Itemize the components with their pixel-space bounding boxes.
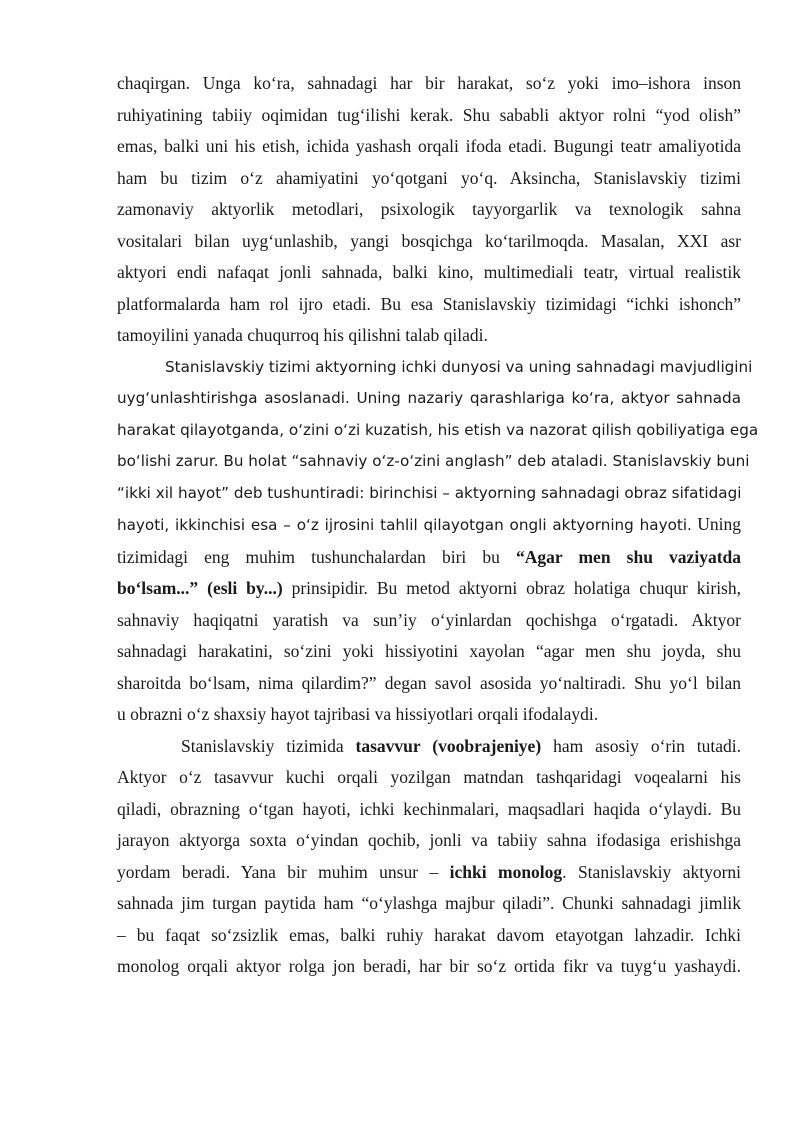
text-line xyxy=(117,857,741,889)
bold-term: bo‘lsam...” (esli by...) xyxy=(117,578,283,598)
text-line: sahnada jim turgan paytida ham “o‘ylashga majbur qiladi”. Chunki sahnadagi jimlik xyxy=(117,893,741,913)
text-line: Stanislavskiy tizimi aktyorning ichki dunyosi va uning sahnadagi mavjudligini xyxy=(165,357,753,376)
paragraph-2 xyxy=(117,352,759,731)
text-line: sahnaviy haqiqatni yaratish va sun’iy o‘yinlardan qochishga o‘rgatadi. Aktyor xyxy=(117,609,741,630)
text-line xyxy=(117,573,741,605)
text-line: uyg‘unlashtirishga asoslanadi. Uning nazariy qarashlariga ko‘ra, aktyor sahnada xyxy=(117,389,741,407)
text-line: monolog orqali aktyor rolga jon beradi, har bir so‘z ortida fikr va tuyg‘u yashaydi. xyxy=(117,956,741,976)
text-segment: tizimidagi eng muhim tushunchalardan biri bu xyxy=(117,546,500,567)
text-line: zamonaviy aktyorlik metodlari, psixologik tayyorgarlik va texnologik sahna xyxy=(117,199,741,219)
text-line: bo‘lishi zarur. Bu holat “sahnaviy o‘z-o‘zini anglash” deb ataladi. Stanislavskiy buni xyxy=(117,452,750,470)
text-line: sahnadagi harakatini, so‘zini yoki hissiyotini xayolan “agar men shu joyda, shu xyxy=(117,641,741,661)
text-line: platformalarda ham rol ijro etadi. Bu esa Stanislavskiy tizimidagi “ichki ishonch” xyxy=(117,293,741,314)
text-line: ruhiyatining tabiiy oqimidan tug‘ilishi kerak. Shu sababli aktyor rolni “yod olish” xyxy=(117,104,741,125)
bold-term: tasavvur (voobrajeniye) xyxy=(355,735,542,756)
bold-term: “Agar men shu vaziyatda xyxy=(516,546,742,567)
document-page xyxy=(117,68,759,983)
paragraph-1 xyxy=(117,68,741,352)
text-line: u obrazni o‘z shaxsiy hayot tajribasi va hissiyotlari orqali ifodalaydi. xyxy=(117,704,599,724)
text-line xyxy=(117,542,741,574)
text-line: emas, balki uni his etish, ichida yashash orqali ifoda etadi. Bugungi teatr amaliyotida xyxy=(117,136,741,156)
paragraph-3 xyxy=(117,731,741,983)
text-line: “ikki xil hayot” deb tushuntiradi: birinchisi – aktyorning sahnadagi obraz sifatidagi xyxy=(117,483,742,502)
text-line: sharoitda bo‘lsam, nima qilardim?” degan savol asosida yo‘naltiradi. Shu yo‘l bilan xyxy=(117,672,741,693)
text-line: ham bu tizim o‘z ahamiyatini yo‘qotgani yo‘q. Aksincha, Stanislavskiy tizimi xyxy=(117,167,741,188)
text-segment: Uning xyxy=(691,514,742,534)
text-segment: prinsipidir. Bu metod aktyorni obraz holatiga chuqur kirish, xyxy=(291,578,741,598)
text-line: harakat qilayotganda, o‘zini o‘zi kuzatish, his etish va nazorat qilish qobiliyatiga ega xyxy=(117,420,759,439)
text-segment: yordam beradi. Yana bir muhim unsur – xyxy=(117,861,439,882)
text-line: chaqirgan. Unga ko‘ra, sahnadagi har bir harakat, so‘z yoki imo–ishora inson xyxy=(117,73,741,93)
text-line: Aktyor o‘z tasavvur kuchi orqali yozilgan matndan tashqaridagi voqealarni his xyxy=(117,767,741,787)
text-line: jarayon aktyorga soxta o‘yindan qochib, jonli va tabiiy sahna ifodasiga erishishga xyxy=(117,830,741,850)
text-line: – bu faqat so‘zsizlik emas, balki ruhiy harakat davom etayotgan lahzadir. Ichki xyxy=(117,924,741,945)
text-segment: ham asosiy o‘rin tutadi. xyxy=(553,735,742,756)
text-line: tamoyilini yanada chuqurroq his qilishni talab qiladi. xyxy=(117,325,488,345)
text-line: qiladi, obrazning o‘tgan hayoti, ichki kechinmalari, maqsadlari haqida o‘ylaydi. Bu xyxy=(117,798,741,819)
text-line: vositalari bilan uyg‘unlashib, yangi bosqichga ko‘tarilmoqda. Masalan, XXI asr xyxy=(117,230,741,251)
text-segment: . Stanislavskiy aktyorni xyxy=(562,861,742,882)
text-line xyxy=(117,731,741,763)
text-segment: hayoti, ikkinchisi esa – o‘z ijrosini tahlil qilayotgan ongli aktyorning hayoti. xyxy=(117,516,692,534)
text-line: aktyori endi nafaqat jonli sahnada, balki kino, multimediali teatr, virtual realistik xyxy=(117,262,741,282)
text-line xyxy=(117,509,741,542)
text-segment: Stanislavskiy tizimida xyxy=(181,735,344,756)
bold-term: ichki monolog xyxy=(449,861,563,882)
